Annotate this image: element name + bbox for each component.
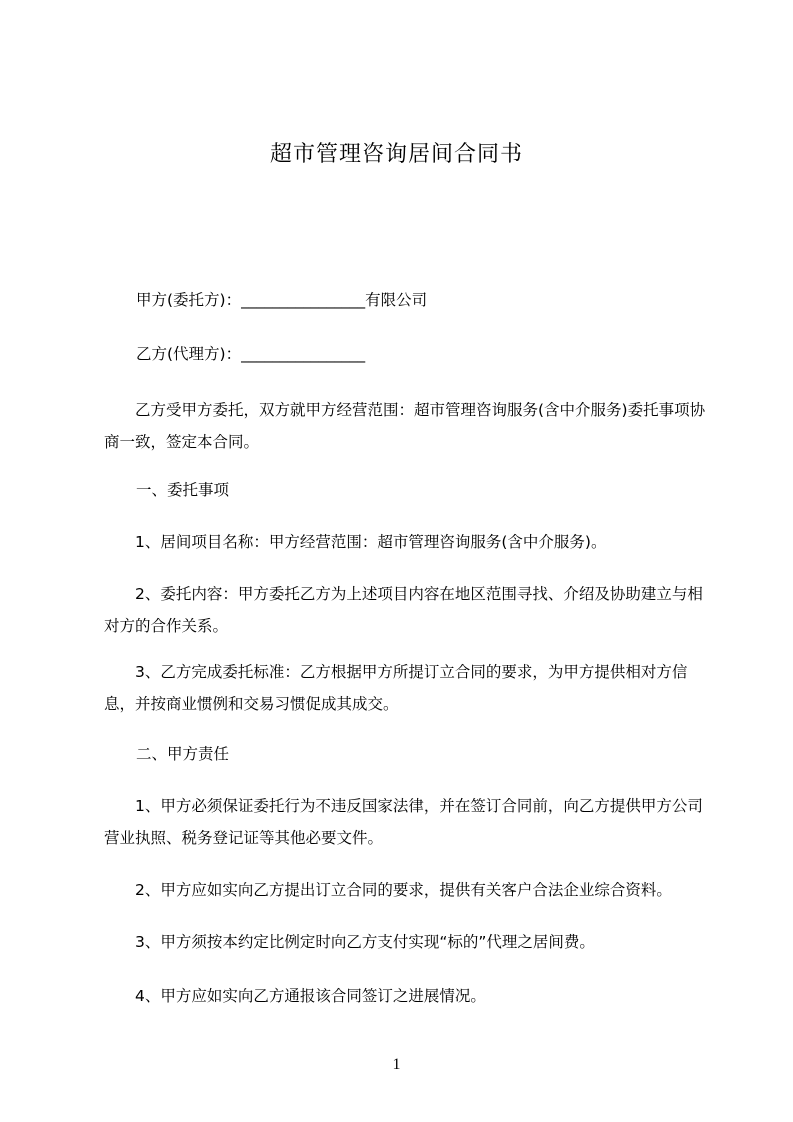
section-2-item-4: 4、甲方应如实向乙方通报该合同签订之进展情况。 [135, 987, 486, 1005]
party-b-line: 乙方(代理方)：________________ [136, 345, 366, 363]
intro-paragraph: 乙方受甲方委托，双方就甲方经营范围：超市管理咨询服务(含中介服务)委托事项协商一致，签定本合同。 [104, 401, 706, 451]
section-1-item-3: 3、乙方完成委托标准：乙方根据甲方所提订立合同的要求，为甲方提供相对方信息，并按商业惯例和交易习惯促成其成交。 [104, 663, 688, 713]
section-1-item-1: 1、居间项目名称：甲方经营范围：超市管理咨询服务(含中介服务)。 [135, 533, 607, 551]
party-a-line: 甲方(委托方)：________________有限公司 [136, 291, 428, 309]
section-2-item-2: 2、甲方应如实向乙方提出订立合同的要求，提供有关客户合法企业综合资料。 [135, 881, 672, 899]
section-1-item-2: 2、委托内容：甲方委托乙方为上述项目内容在地区范围寻找、介绍及协助建立与相对方的合作关系。 [104, 585, 703, 635]
section-2-item-3: 3、甲方须按本约定比例定时向乙方支付实现“标的”代理之居间费。 [135, 933, 595, 951]
section-2-item-1: 1、甲方必须保证委托行为不违反国家法律，并在签订合同前，向乙方提供甲方公司营业执照、税务登记证等其他必要文件。 [104, 797, 703, 847]
section-2-heading: 二、甲方责任 [136, 745, 230, 763]
page-number: 1 [392, 1056, 401, 1073]
section-1-heading: 一、委托事项 [136, 481, 230, 499]
document-title: 超市管理咨询居间合同书 [269, 142, 523, 167]
